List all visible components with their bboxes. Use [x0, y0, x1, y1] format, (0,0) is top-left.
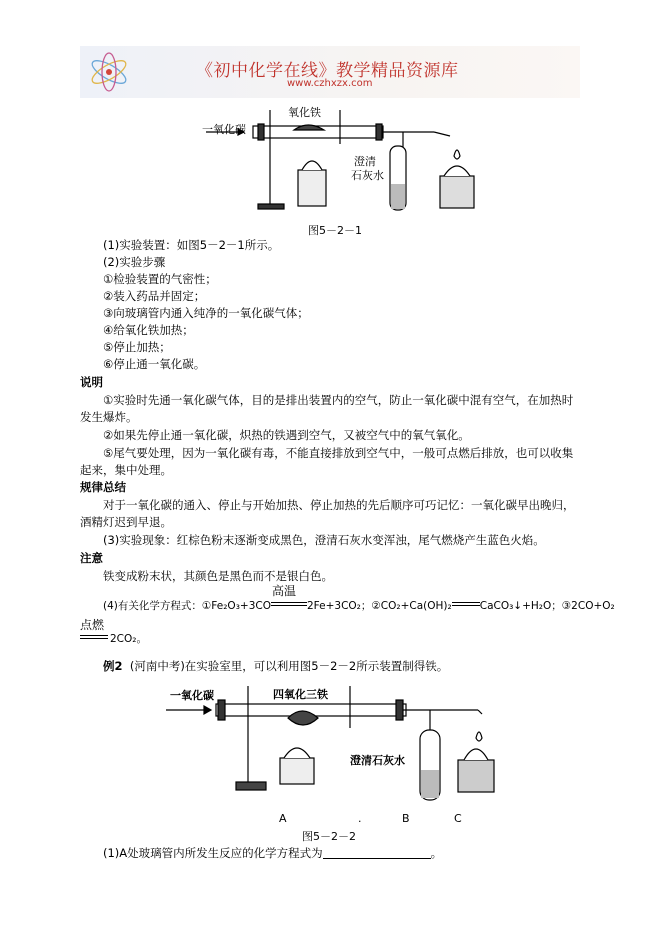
example-text: (河南中考)在实验室里，可以利用图5－2－2所示装置制得铁。: [129, 659, 449, 673]
condition-ignite: 点燃: [80, 618, 105, 632]
example-label: 例2: [103, 659, 123, 673]
fig1-label-oxide: 氧化铁: [288, 106, 321, 119]
step-3: ③向玻璃管内通入纯净的一氧化碳气体；: [103, 306, 309, 320]
note-p1: 铁变成粉末状，其颜色是黑色而不是银白色。: [103, 569, 333, 583]
equation-3-right: 2CO₂。: [110, 633, 147, 645]
fig1-caption: 图5－2－1: [308, 224, 362, 237]
fig2-label-dot: .: [358, 812, 362, 825]
fig2-label-c: C: [454, 812, 462, 825]
equation-2: ；②CO₂+Ca(OH)₂: [360, 600, 452, 612]
fig1-label-lime-2: 石灰水: [351, 169, 384, 182]
fig2-label-a: A: [279, 812, 287, 825]
explain-heading: 说明: [80, 375, 103, 389]
equation-1-left: Fe₂O₃+3CO: [211, 600, 271, 612]
step-6: ⑥停止通一氧化碳。: [103, 357, 206, 371]
summary-p1a: 对于一氧化碳的通入、停止与开始加热、停止加热的先后顺序可巧记忆：一氧化碳早出晚归，: [103, 498, 575, 512]
equation-line: [103, 584, 615, 614]
steps-heading: (2)实验步骤: [103, 255, 166, 269]
example-line: [103, 659, 448, 674]
explain-p3a: ⑤尾气要处理，因为一氧化碳有毒，不能直接排放到空气中，一般可点燃后排放，也可以收集: [103, 446, 574, 460]
fig2-label-co: 一氧化碳: [170, 689, 214, 702]
fig2-label-b: B: [402, 812, 410, 825]
fig2-label-oxide: 四氧化三铁: [273, 688, 328, 701]
banner-url: www.czhxzx.com: [287, 78, 373, 89]
fig2-caption: 图5－2－2: [302, 830, 356, 843]
summary-p1b: 酒精灯迟到早退。: [80, 515, 172, 529]
fig2-label-lime: 澄清石灰水: [350, 754, 405, 767]
summary-heading: 规律总结: [80, 480, 126, 494]
explain-p3b: 起来，集中处理。: [80, 463, 172, 477]
atom-logo-icon: [86, 50, 132, 94]
condition-high-temp: 高温: [271, 584, 296, 598]
fig1-label-co: 一氧化碳: [202, 123, 246, 136]
banner-title: 《初中化学在线》教学精品资源库: [196, 61, 459, 81]
answer-blank[interactable]: [323, 848, 431, 859]
step-2: ②装入药品并固定；: [103, 289, 206, 303]
step-1: ①检验装置的气密性；: [103, 272, 217, 286]
step-4: ④给氧化铁加热；: [103, 323, 194, 337]
explain-p1a: ①实验时先通一氧化碳气体，目的是排出装置内的空气，防止一氧化碳中混有空气，在加热时: [103, 393, 574, 407]
explain-p2: ②如果先停止通一氧化碳，炽热的铁遇到空气，又被空气中的氧气氧化。: [103, 428, 470, 442]
summary-p2: (3)实验现象：红棕色粉末逐渐变成黑色，澄清石灰水变浑浊，尾气燃烧产生蓝色火焰。: [103, 533, 545, 547]
figure-5-2-1: [198, 100, 508, 215]
fig1-label-lime-1: 澄清: [354, 155, 376, 168]
step-5: ⑤停止加热；: [103, 340, 171, 354]
explain-p1b: 发生爆炸。: [80, 410, 138, 424]
equation-1-right: 2Fe+3CO₂: [306, 600, 361, 612]
question-1-text: (1)A处玻璃管内所发生反应的化学方程式为: [103, 846, 323, 860]
question-1-end: 。: [430, 846, 443, 860]
question-1: [103, 846, 442, 861]
equation-line-2: [80, 618, 147, 647]
equation-intro: (4)有关化学方程式：①: [103, 600, 212, 612]
equation-2-right: CaCO₃↓+H₂O；③2CO+O₂: [479, 600, 615, 612]
step-apparatus: (1)实验装置：如图5－2－1所示。: [103, 238, 280, 252]
note-heading: 注意: [80, 551, 103, 565]
